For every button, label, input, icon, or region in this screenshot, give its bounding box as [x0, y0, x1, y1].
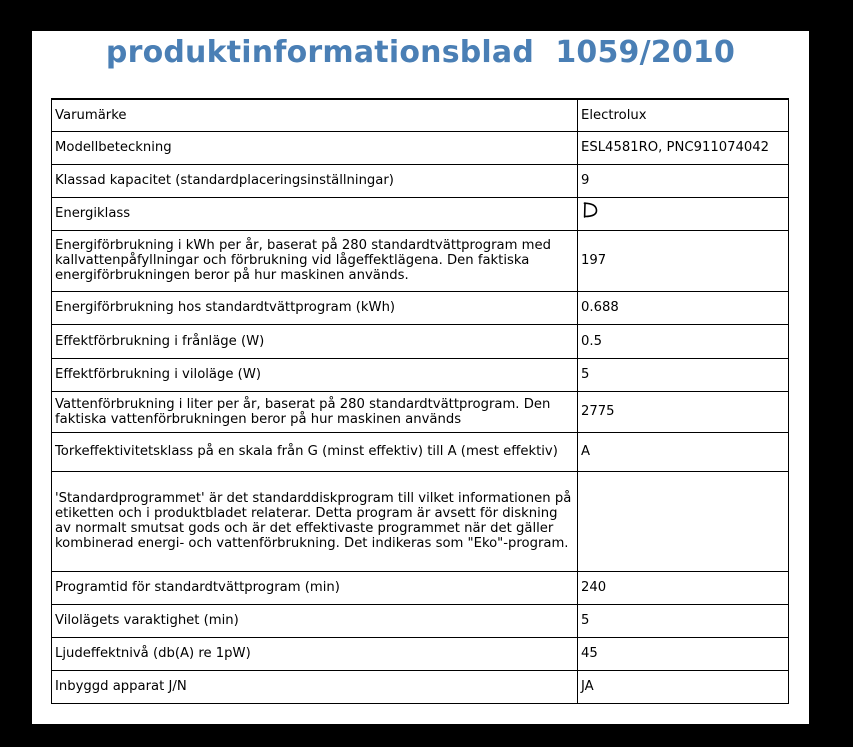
row-label: Vilolägets varaktighet (min) [52, 604, 578, 637]
row-value: 240 [578, 571, 789, 604]
product-sheet [32, 31, 809, 724]
row-value: 5 [578, 604, 789, 637]
row-label: 'Standardprogrammet' är det standarddiskprogram till vilket informationen på etiketten och i produktbladet relaterar. Detta program är avsett för diskning av normalt smutsat gods och är det effektivaste programmet när det gäller kombinerad energi- och vattenförbrukning. Det indikeras som "Eko"-program. [52, 471, 578, 571]
row-value: 2775 [578, 391, 789, 432]
table-row [52, 230, 789, 291]
row-value: 5 [578, 358, 789, 391]
row-value: 0.688 [578, 291, 789, 324]
table-row [52, 164, 789, 197]
row-label: Energiklass [52, 197, 578, 230]
row-label: Energiförbrukning hos standardtvättprogram (kWh) [52, 291, 578, 324]
row-value: ESL4581RO, PNC911074042 [578, 131, 789, 164]
table-row [52, 604, 789, 637]
row-label: Klassad kapacitet (standardplaceringsinställningar) [52, 164, 578, 197]
table-row [52, 637, 789, 670]
row-label: Effektförbrukning i frånläge (W) [52, 324, 578, 358]
table-row [52, 99, 789, 131]
row-value: Electrolux [578, 99, 789, 131]
row-label: Effektförbrukning i viloläge (W) [52, 358, 578, 391]
row-value: 9 [578, 164, 789, 197]
row-label: Energiförbrukning i kWh per år, baserat på 280 standardtvättprogram med kallvattenpåfyllningar och förbrukning vid lågeffektlägena. Den faktiska energiförbrukningen beror på hur maskinen används. [52, 230, 578, 291]
row-label: Programtid för standardtvättprogram (min) [52, 571, 578, 604]
table-row [52, 358, 789, 391]
table-row [52, 571, 789, 604]
row-label: Modellbeteckning [52, 131, 578, 164]
row-label: Varumärke [52, 99, 578, 131]
row-value [578, 471, 789, 571]
table-row [52, 324, 789, 358]
page-title: produktinformationsblad 1059/2010 [105, 35, 736, 70]
table-row [52, 670, 789, 703]
table-row [52, 131, 789, 164]
row-value: A [578, 432, 789, 471]
row-value: 45 [578, 637, 789, 670]
row-value: JA [578, 670, 789, 703]
row-label: Torkeffektivitetsklass på en skala från G (minst effektiv) till A (mest effektiv) [52, 432, 578, 471]
row-label: Inbyggd apparat J/N [52, 670, 578, 703]
energy-class-cell [578, 197, 789, 230]
table-row [52, 197, 789, 230]
row-label: Ljudeffektnivå (db(A) re 1pW) [52, 637, 578, 670]
spec-table [51, 98, 789, 704]
table-row [52, 432, 789, 471]
energy-class-handwritten-mark [581, 200, 599, 220]
row-value: 0.5 [578, 324, 789, 358]
table-row [52, 471, 789, 571]
row-label: Vattenförbrukning i liter per år, baserat på 280 standardtvättprogram. Den faktiska vattenförbrukningen beror på hur maskinen används [52, 391, 578, 432]
table-row [52, 291, 789, 324]
table-row [52, 391, 789, 432]
row-value: 197 [578, 230, 789, 291]
